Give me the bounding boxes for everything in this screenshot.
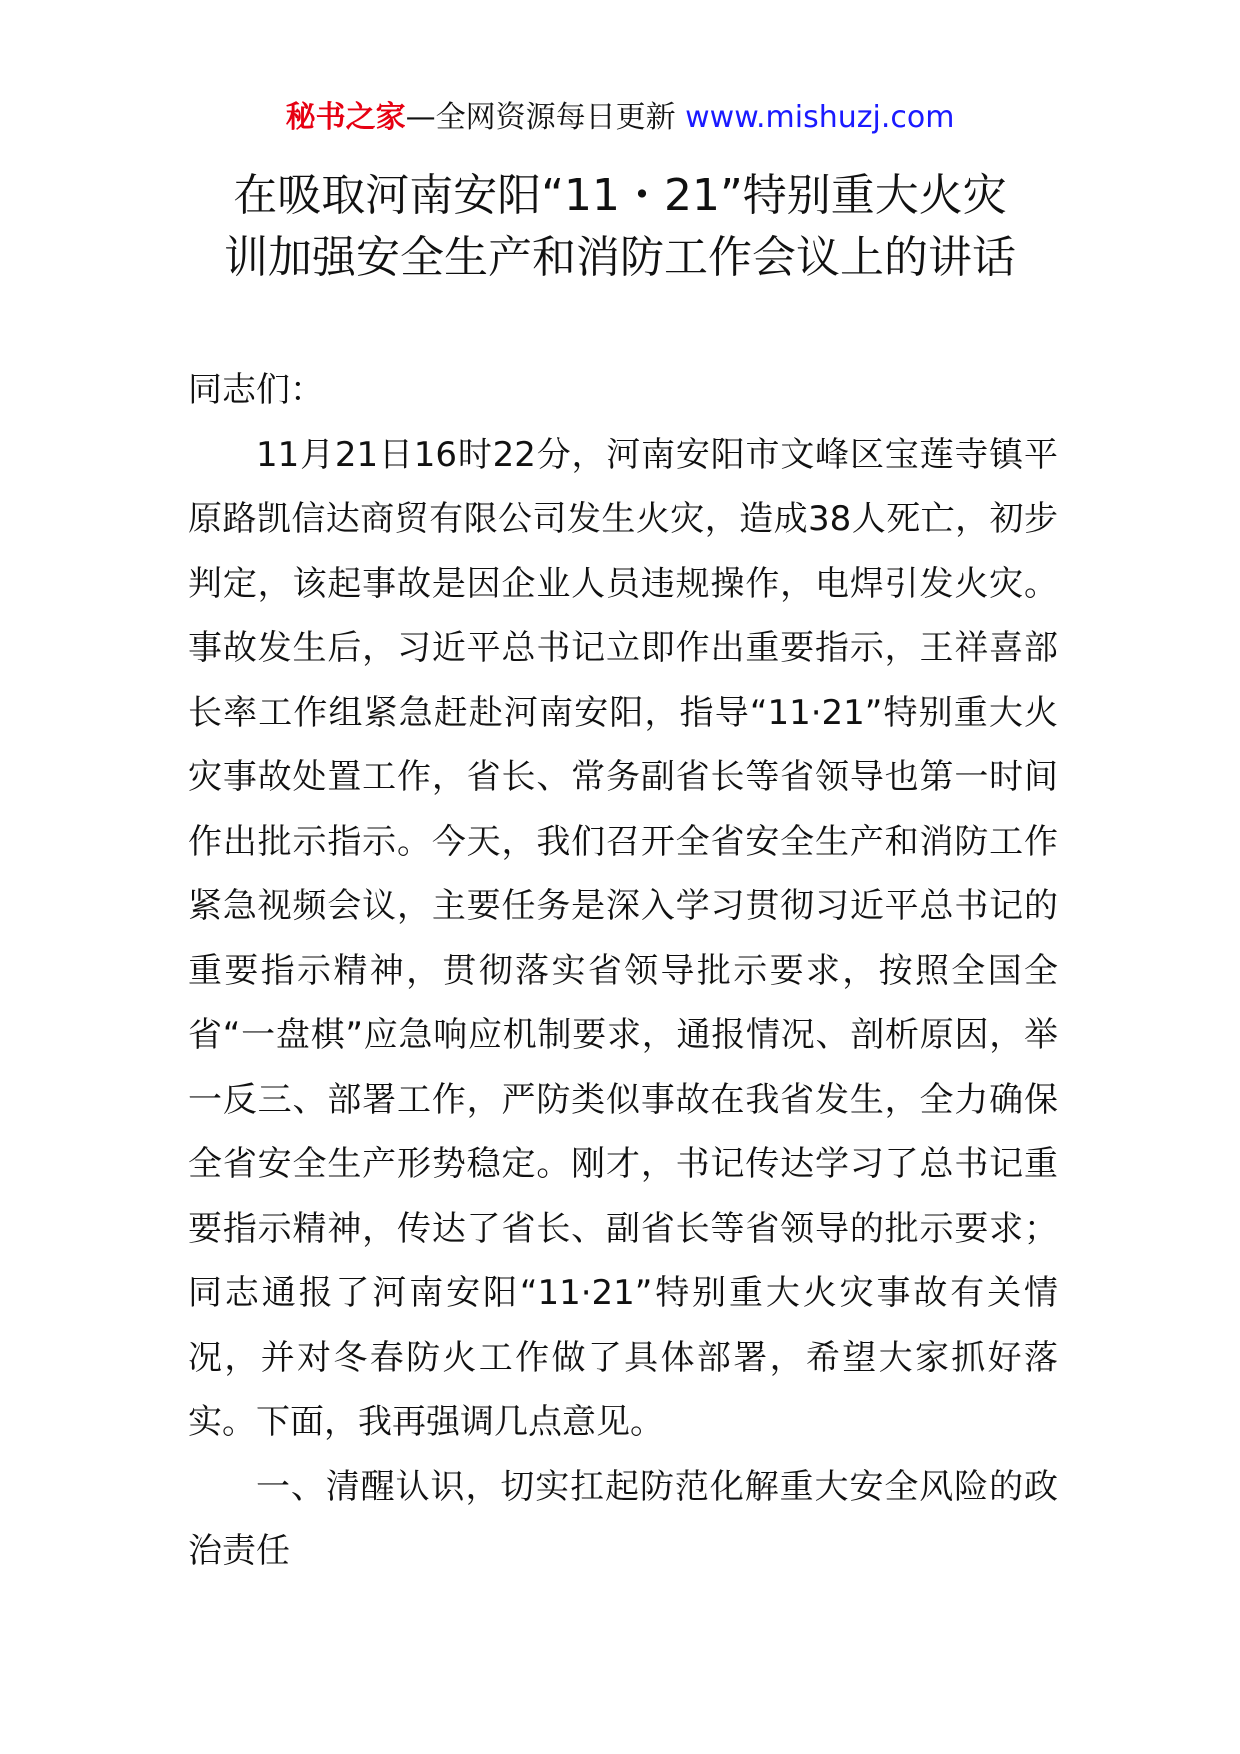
website-link[interactable]: www.mishuzj.com	[685, 100, 955, 135]
site-header	[0, 98, 1240, 138]
section-heading: 一、清醒认识，切实扛起防范化解重大安全风险的政治责任	[188, 1466, 1058, 1571]
brand-name: 秘书之家	[285, 100, 406, 135]
paragraph: 11月21日16时22分，河南安阳市文峰区宝莲寺镇平原路凯信达商贸有限公司发生火灾，造成38人死亡，初步判定，该起事故是因企业人员违规操作，电焊引发火灾。事故发生后，习近平总书记立即作出重要指示，王祥喜部长率工作组紧急赶赴河南安阳，指导“11·21”特别重大火灾事故处置工作，省长、常务副省长等省领导也第一时间作出批示指示。今天，我们召开全省安全生产和消防工作紧急视频会议，主要任务是深入学习贯彻习近平总书记的重要指示精神，贯彻落实省领导批示要求，按照全国全省“一盘棋”应急响应机制要求，通报情况、剖析原因，举一反三、部署工作，严防类似事故在我省发生，全力确保全省安全生产形势稳定。刚才，书记传达学习了总书记重要指示精神，传达了省长、副省长等省领导的批示要求；同志通报了河南安阳“11·21”特别重大火灾事故有关情况，并对冬春防火工作做了具体部署，希望大家抓好落实。下面，我再强调几点意见。	[188, 434, 1058, 1442]
document-body	[188, 358, 1058, 1584]
greeting: 同志们：	[188, 370, 324, 410]
document-title	[0, 165, 1240, 289]
title-line-1: 在吸取河南安阳“11・21”特别重大火灾	[233, 170, 1007, 221]
header-tagline: —全网资源每日更新	[405, 100, 686, 135]
title-line-2: 训加强安全生产和消防工作会议上的讲话	[224, 232, 1016, 283]
